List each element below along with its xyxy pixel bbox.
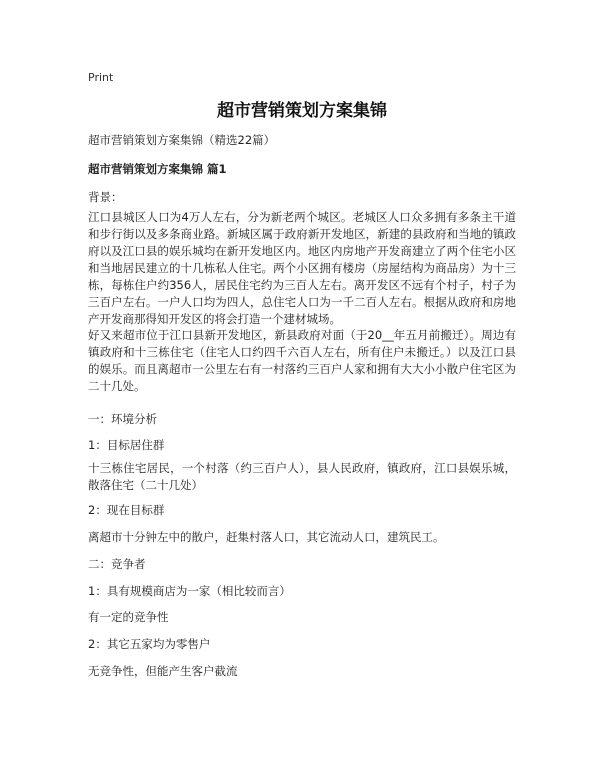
target-group-2-text: 离超市十分钟左中的散户，赶集村落人口，其它流动人口，建筑民工。 [88,530,445,544]
competitor-1-heading: 1：具有规模商店为一家（相比较而言） [88,584,291,598]
paragraph-1: 江口县城区人口为4万人左右，分为新老两个城区。老城区人口众多拥有多条主干道和步行街以及多条商业路。新城区属于政府新开发地区，新建的县政府和当地的镇政府以及江口县的娱乐城均在新开发地区内。地区内房地产开发商建立了两个住宅小区和当地居民建立的十几栋私人住宅。两个小区拥有楼房（房屋结构为商品房）为十三栋，每栋住户约356人，居民住宅约为三百人左右。离开发区不远有个村子，村子为三百户左右。一户人口均为四人，总住宅人口为一千二百人左右。根据从政府和房地产开发商那得知开发区的将会打造一个建材城场。 [88,210,516,326]
environment-analysis-heading: 一：环境分析 [88,412,157,426]
section-heading: 超市营销策划方案集锦 篇1 [88,162,227,176]
target-group-2-heading: 2：现在目标群 [88,503,165,517]
paragraph-2: 好又来超市位于江口县新开发地区，新县政府对面（于20__年五月前搬迁）。周边有镇政府和十三栋住宅（住宅人口约四千六百人左右，所有住户未搬迁。）以及江口县的娱乐。而且离超市一公里左右有一村落约三百户人家和拥有大大小小散户住宅区为二十几处。 [88,328,516,393]
print-link[interactable]: Print [88,71,114,84]
document-subtitle: 超市营销策划方案集锦（精选22篇） [88,133,276,147]
competitor-2-text: 无竞争性，但能产生客户截流 [88,664,238,678]
competitor-2-heading: 2：其它五家均为零售户 [88,637,211,651]
target-group-1-text: 十三栋住宅居民，一个村落（约三百户人），县人民政府，镇政府，江口县娱乐城，散落住宅（二十几处） [88,461,516,492]
document-title: 超市营销策划方案集锦 [217,101,387,121]
background-label: 背景： [88,190,123,204]
competitor-1-text: 有一定的竞争性 [88,610,169,624]
competitor-heading: 二：竞争者 [88,557,146,571]
target-group-1-heading: 1：目标居住群 [88,438,165,452]
